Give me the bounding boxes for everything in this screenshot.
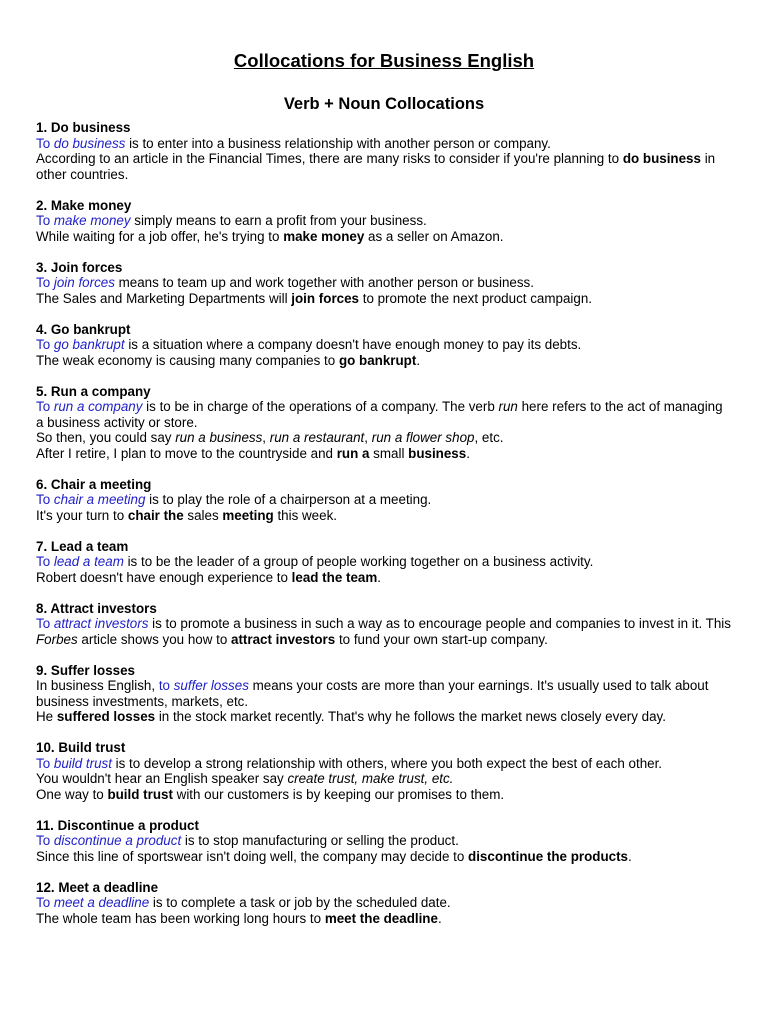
text-segment: do business bbox=[622, 151, 701, 166]
text-segment: run a flower shop bbox=[371, 430, 475, 445]
text-segment: So then, you could say bbox=[36, 430, 176, 445]
collocation-example bbox=[36, 151, 732, 182]
collocation-entry bbox=[36, 198, 732, 245]
text-segment: Robert doesn't have enough experience to bbox=[36, 569, 292, 585]
collocation-list bbox=[36, 120, 732, 926]
collocation-example bbox=[36, 430, 732, 446]
text-segment: is to be the leader of a group of people working together on a business activity. bbox=[123, 554, 594, 569]
text-segment: join forces bbox=[53, 275, 115, 290]
text-segment: To bbox=[36, 755, 54, 771]
collocation-example bbox=[36, 508, 732, 524]
collocation-entry bbox=[36, 539, 732, 586]
collocation-definition bbox=[36, 678, 732, 709]
collocation-example bbox=[36, 771, 732, 787]
text-segment: . bbox=[416, 352, 421, 368]
collocation-heading: 12. Meet a deadline bbox=[36, 879, 159, 895]
text-segment: simply means to earn a profit from your business. bbox=[130, 213, 427, 228]
text-segment: To bbox=[36, 399, 54, 414]
text-segment: attract investors bbox=[53, 616, 149, 631]
document-title: Collocations for Business English bbox=[233, 50, 535, 71]
collocation-heading: 8. Attract investors bbox=[36, 600, 157, 616]
collocation-entry bbox=[36, 477, 732, 524]
collocation-example bbox=[36, 849, 732, 865]
text-segment: While waiting for a job offer, he's trying to bbox=[36, 228, 284, 244]
collocation-example bbox=[36, 570, 732, 586]
collocation-entry bbox=[36, 120, 732, 182]
text-segment: is to stop manufacturing or selling the product. bbox=[181, 833, 459, 848]
text-segment: is to play the role of a chairperson at a meeting. bbox=[145, 492, 432, 507]
text-segment: run a business bbox=[175, 430, 263, 445]
text-segment: . bbox=[466, 445, 470, 461]
text-segment: run a restaurant bbox=[269, 430, 365, 445]
collocation-heading: 6. Chair a meeting bbox=[36, 476, 152, 492]
text-segment: . bbox=[627, 848, 632, 864]
text-segment: run a company bbox=[53, 399, 143, 414]
text-segment: To bbox=[36, 492, 54, 507]
text-segment: meeting bbox=[222, 507, 274, 523]
text-segment: discontinue a product bbox=[53, 833, 182, 848]
text-segment: is to promote a business in such a way as to encourage people and companies to invest in it. This bbox=[148, 616, 731, 631]
collocation-definition bbox=[36, 337, 732, 353]
text-segment: business bbox=[408, 445, 467, 461]
collocation-definition bbox=[36, 895, 732, 911]
collocation-entry bbox=[36, 384, 732, 462]
text-segment: To bbox=[36, 135, 54, 151]
text-segment: in the stock market recently. That's why he follows the market news closely every day. bbox=[155, 709, 666, 724]
collocation-entry bbox=[36, 260, 732, 307]
text-segment: build trust bbox=[53, 755, 112, 771]
collocation-example bbox=[36, 353, 732, 369]
text-segment: Since this line of sportswear isn't doing well, the company may decide to bbox=[36, 848, 469, 864]
text-segment: go bankrupt bbox=[53, 337, 125, 352]
collocation-entry bbox=[36, 740, 732, 802]
collocation-entry bbox=[36, 880, 732, 927]
text-segment: suffered losses bbox=[56, 709, 156, 724]
collocation-entry bbox=[36, 663, 732, 725]
collocation-heading: 1. Do business bbox=[36, 120, 131, 135]
text-segment: He bbox=[36, 709, 57, 724]
collocation-entry bbox=[36, 818, 732, 865]
text-segment: create trust, make trust, etc. bbox=[287, 771, 454, 786]
collocation-heading: 10. Build trust bbox=[36, 740, 126, 755]
text-segment: The weak economy is causing many companies to bbox=[36, 352, 339, 368]
collocation-example bbox=[36, 229, 732, 245]
text-segment: is to be in charge of the operations of a company. The verb bbox=[142, 399, 499, 414]
text-segment: . bbox=[437, 910, 442, 926]
text-segment: with our customers is by keeping our promises to them. bbox=[172, 786, 505, 802]
text-segment: this week. bbox=[273, 507, 337, 523]
text-segment: suffer losses bbox=[173, 678, 249, 693]
text-segment: , bbox=[364, 430, 372, 445]
collocation-example bbox=[36, 291, 732, 307]
text-segment: is a situation where a company doesn't have enough money to pay its debts. bbox=[124, 337, 582, 352]
text-segment: chair the bbox=[127, 507, 184, 523]
text-segment: build trust bbox=[107, 786, 173, 802]
text-segment: here refers to the act of managing a business activity or store. bbox=[36, 399, 723, 430]
text-segment: chair a meeting bbox=[53, 492, 146, 507]
collocation-definition bbox=[36, 213, 732, 229]
text-segment: to fund your own start-up company. bbox=[335, 631, 548, 647]
collocation-definition bbox=[36, 136, 732, 152]
text-segment: . bbox=[377, 569, 381, 585]
text-segment: make money bbox=[283, 228, 365, 244]
text-segment: meet the deadline bbox=[324, 910, 438, 926]
text-segment: as a seller on Amazon. bbox=[364, 228, 504, 244]
text-segment: According to an article in the Financial Times, there are many risks to consider if you're planning to bbox=[36, 151, 623, 166]
collocation-definition bbox=[36, 616, 732, 647]
text-segment: article shows you how to bbox=[77, 631, 232, 647]
text-segment: One way to bbox=[36, 786, 108, 802]
collocation-entry bbox=[36, 322, 732, 369]
collocation-heading: 5. Run a company bbox=[36, 383, 151, 399]
text-segment: To bbox=[36, 616, 54, 631]
text-segment: join forces bbox=[291, 290, 359, 306]
text-segment: In business English, bbox=[36, 678, 159, 693]
collocation-heading: 3. Join forces bbox=[36, 259, 123, 275]
text-segment: lead a team bbox=[53, 554, 124, 569]
text-segment: You wouldn't hear an English speaker say bbox=[36, 771, 288, 786]
collocation-definition bbox=[36, 275, 732, 291]
text-segment: make money bbox=[53, 213, 131, 228]
text-segment: in other countries. bbox=[36, 151, 716, 182]
text-segment: After I retire, I plan to move to the countryside and bbox=[36, 445, 337, 461]
text-segment: to promote the next product campaign. bbox=[359, 290, 592, 306]
collocation-heading: 11. Discontinue a product bbox=[36, 817, 199, 833]
text-segment: run bbox=[498, 399, 518, 414]
text-segment: sales bbox=[183, 507, 223, 523]
text-segment: To bbox=[36, 833, 54, 848]
text-segment: It's your turn to bbox=[36, 507, 128, 523]
text-segment: To bbox=[36, 554, 54, 569]
text-segment: means your costs are more than your earnings. It's usually used to talk about business investments, markets, etc. bbox=[36, 678, 709, 709]
text-segment: , bbox=[262, 430, 270, 445]
section-subtitle: Verb + Noun Collocations bbox=[283, 95, 485, 113]
text-segment: to bbox=[158, 678, 174, 693]
collocation-heading: 7. Lead a team bbox=[36, 538, 129, 554]
text-segment: To bbox=[36, 895, 54, 910]
collocation-definition bbox=[36, 492, 732, 508]
text-segment: The Sales and Marketing Departments will bbox=[36, 290, 292, 306]
text-segment: do business bbox=[53, 135, 126, 151]
collocation-heading: 4. Go bankrupt bbox=[36, 321, 131, 337]
collocation-definition bbox=[36, 833, 732, 849]
text-segment: attract investors bbox=[231, 631, 336, 647]
collocation-definition bbox=[36, 756, 732, 772]
text-segment: small bbox=[369, 445, 409, 461]
text-segment: is to enter into a business relationship with another person or company. bbox=[125, 135, 551, 151]
collocation-heading: 2. Make money bbox=[36, 197, 132, 213]
text-segment: is to develop a strong relationship with others, where you both expect the best of each other. bbox=[111, 755, 663, 771]
text-segment: To bbox=[36, 337, 54, 352]
collocation-example bbox=[36, 787, 732, 803]
collocation-definition bbox=[36, 399, 732, 430]
collocation-example bbox=[36, 911, 732, 927]
collocation-entry bbox=[36, 601, 732, 648]
text-segment: is to complete a task or job by the scheduled date. bbox=[149, 895, 451, 910]
text-segment: run a bbox=[336, 445, 370, 461]
text-segment: discontinue the products bbox=[468, 848, 628, 864]
text-segment: To bbox=[36, 213, 54, 228]
text-segment: means to team up and work together with another person or business. bbox=[114, 275, 534, 290]
text-segment: To bbox=[36, 275, 54, 290]
collocation-example bbox=[36, 709, 732, 725]
text-segment: The whole team has been working long hours to bbox=[36, 910, 325, 926]
text-segment: meet a deadline bbox=[53, 895, 150, 910]
collocation-definition bbox=[36, 554, 732, 570]
text-segment: , etc. bbox=[474, 430, 504, 445]
text-segment: lead the team bbox=[291, 569, 378, 585]
collocation-example bbox=[36, 446, 732, 462]
text-segment: Forbes bbox=[36, 631, 78, 647]
text-segment: go bankrupt bbox=[338, 352, 417, 368]
collocation-heading: 9. Suffer losses bbox=[36, 662, 135, 678]
